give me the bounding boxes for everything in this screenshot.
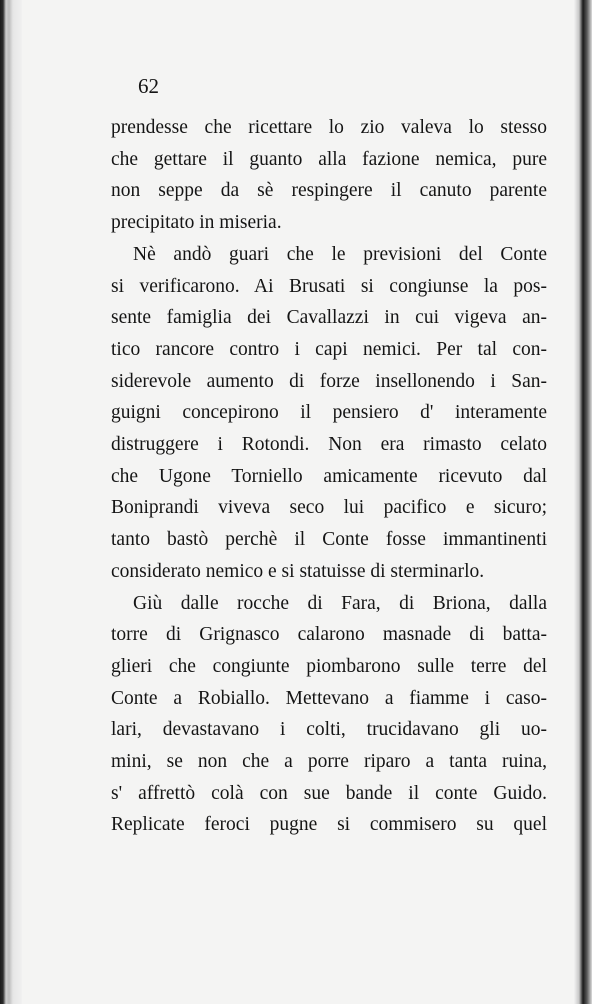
text-line: sente famiglia dei Cavallazzi in cui vigeva an- [111,307,547,329]
text-line: torre di Grignasco calarono masnade di batta- [111,624,547,646]
text-line: Replicate feroci pugne si commisero su quel [111,814,547,836]
text-line: tico rancore contro i capi nemici. Per tal con- [111,338,547,360]
text-line: siderevole aumento di forze insellonendo i San- [111,370,547,392]
page-binding-shadow [0,0,22,1004]
text-line: tanto bastò perchè il Conte fosse immantinenti [111,529,547,551]
text-line: che gettare il guanto alla fazione nemica, pure [111,148,547,170]
text-line: Giù dalle rocche di Fara, di Briona, dalla [133,592,547,614]
text-line: Conte a Robiallo. Mettevano a fiamme i caso- [111,687,547,709]
text-line: che Ugone Torniello amicamente ricevuto dal [111,465,547,487]
text-line: prendesse che ricettare lo zio valeva lo stesso [111,117,547,138]
text-line: Boniprandi viveva seco lui pacifico e sicuro; [111,497,547,519]
text-line: precipitato in miseria. [111,212,282,234]
text-line: si verificarono. Ai Brusati si congiunse la pos- [111,275,547,297]
text-line: lari, devastavano i colti, trucidavano gli uo- [111,719,547,741]
page-edge-shadow [574,0,592,1004]
text-line: s' affrettò colà con sue bande il conte Guido. [111,782,547,804]
text-line: glieri che congiunte piombarono sulle terre del [111,655,547,677]
text-line: distruggere i Rotondi. Non era rimasto celato [111,434,547,456]
text-line: Nè andò guari che le previsioni del Conte [133,243,547,265]
text-line: considerato nemico e si statuisse di sterminarlo. [111,560,485,582]
text-line: mini, se non che a porre riparo a tanta ruina, [111,751,547,773]
text-line: guigni concepirono il pensiero d' interamente [111,402,547,424]
body-text [111,112,547,841]
page-number: 62 [138,74,159,98]
text-line: non seppe da sè respingere il canuto parente [111,180,547,202]
